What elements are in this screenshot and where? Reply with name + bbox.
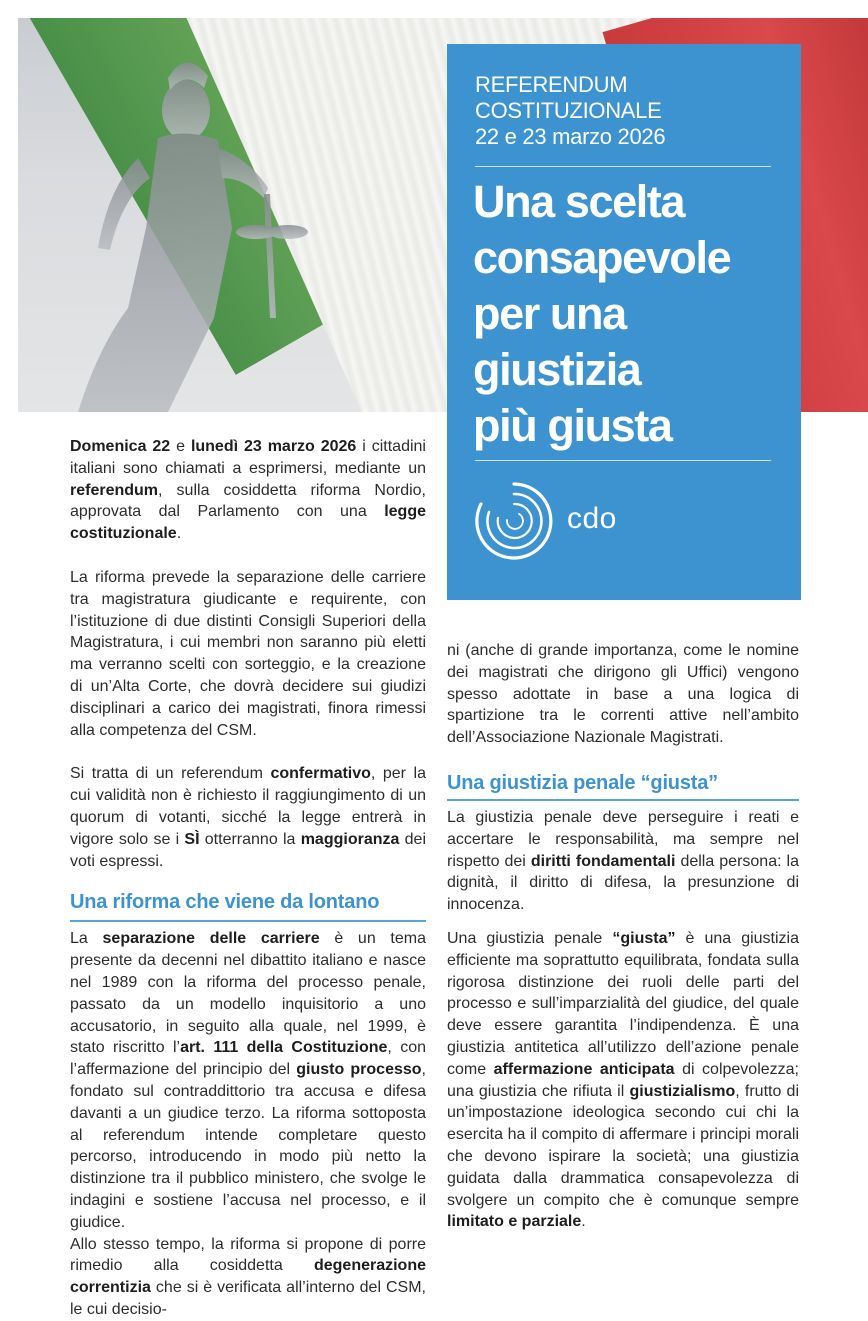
section-heading: Una riforma che viene da lontano	[70, 891, 380, 914]
text-run: La	[70, 930, 103, 948]
bold-text: limitato e parziale	[447, 1213, 582, 1231]
csm-paragraph	[70, 1234, 426, 1321]
referendum-paragraph	[70, 763, 426, 872]
bold-text: referendum	[70, 481, 159, 499]
right-column	[447, 640, 799, 1233]
text-run: .	[581, 1213, 586, 1231]
text-run: è una giustizia efficiente ma soprattutto equilibrata, fondata sulla rigorosa distinzione dei ruoli delle parti del processo e sull’imparzialità del giudice, del quale deve essere garantita l’indipendenza. È una giustizia antitetica all’utilizzo dell’azione penale come	[447, 929, 800, 1078]
fair-justice-paragraph	[447, 928, 799, 1233]
reform-paragraph	[70, 567, 426, 741]
kicker-line-2: COSTITUZIONALE	[475, 98, 662, 123]
bold-text: art. 111 della Costituzione	[180, 1039, 388, 1057]
bold-text: lunedì 23 marzo 2026	[190, 438, 357, 455]
text-run: , fondato sul contraddittorio tra accusa e difesa davanti a un giudice terzo. La riforma sottoposta al referendum intende completare questo percorso, introducendo in modo più netto la distinzione tra il pubblico ministero, che svolge le indagini e sostiene l’accusa nel processo, e il giudice.	[70, 1061, 426, 1231]
text-run: che si è verificata all’interno del CSM, le cui decisio-	[70, 1279, 426, 1318]
bold-text: SÌ	[184, 830, 200, 848]
continuation-paragraph	[447, 640, 799, 749]
history-paragraph	[70, 928, 426, 1233]
heading-underline	[447, 799, 799, 801]
text-run: , frutto di un’impostazione ideologica secondo cui chi la esercita ha il compito di affermare i principi morali che devono ispirare la società; una giustizia guidata dalla drammatica consapevolezza di svolgere un compito che è comunque sempre	[447, 1082, 799, 1209]
bold-text: maggioranza	[300, 830, 400, 848]
text-run: dei voti espressi.	[70, 830, 426, 870]
bold-text: legge costituzionale	[70, 503, 426, 543]
heading-underline	[70, 920, 426, 922]
text-run: i cittadini italiani sono chiamati a esprimersi, mediante un	[70, 438, 426, 477]
kicker	[475, 72, 785, 150]
title-line: giustizia	[473, 344, 641, 395]
text-run: Si tratta di un referendum	[70, 765, 271, 783]
text-run: è un tema presente da decenni nel dibattito italiano e nasce nel 1989 con la riforma del processo penale, passato da un modello inquisitorio a uno accusatorio, in seguito alla quale, nel 1999, è stato riscritto l’	[70, 930, 427, 1057]
logo-text: cdo	[567, 502, 617, 535]
title-line: consapevole	[473, 232, 731, 283]
text-run: della persona: la dignità, il diritto di difesa, la presunzione di innocenza.	[447, 852, 800, 914]
bold-text: giusto processo	[296, 1061, 422, 1079]
text-run: Una giustizia penale	[447, 929, 613, 947]
intro-paragraph	[70, 436, 426, 545]
title-line: Una scelta	[473, 176, 685, 227]
text-run: La giustizia penale deve perseguire i reati e accertare le responsabilità, ma sempre nel rispetto dei	[447, 808, 799, 870]
text-run: ni (anche di grande importanza, come le nomine dei magistrati che dirigono gli Uffici) vengono spesso adottate in base a una logica di spartizione tra le correnti attive nell’ambito dell’Associazione Nazionale Magistrati.	[447, 642, 799, 747]
rights-paragraph	[447, 807, 799, 916]
text-run: .	[176, 525, 182, 543]
bold-text: separazione delle carriere	[102, 930, 320, 948]
text-run: otterranno la	[199, 830, 301, 848]
text-run: e	[170, 438, 191, 455]
bold-text: affermazione anticipata	[493, 1060, 675, 1078]
justice-statue-icon	[18, 18, 318, 412]
divider-bottom	[475, 460, 771, 461]
text-run: , per la cui validità non è richiesto il raggiungimento di un quorum di votanti, sicché la legge entrerà in vigore solo se i	[70, 765, 426, 848]
bold-text: confermativo	[270, 765, 371, 783]
title-line: più giusta	[473, 400, 672, 451]
text-run: , con l’affermazione del principio del	[70, 1039, 426, 1079]
bold-text: “giusta”	[612, 929, 676, 947]
divider-top	[475, 166, 771, 167]
bold-text: degenerazione correntizia	[70, 1257, 426, 1297]
text-run: La riforma prevede la separazione delle carriere tra magistratura giudicante e requirente, con l’istituzione di due distinti Consigli Superiori della Magistratura, i cui membri non saranno più eletti ma verranno scelti con sorteggio, e la creazione di un’Alta Corte, che dovrà decidere sui giudizi disciplinari a carico dei magistrati, finora rimessi alla competenza del CSM.	[70, 568, 426, 739]
bold-text: diritti fondamentali	[530, 852, 676, 870]
text-run: di colpevolezza; una giustizia che rifiuta il	[447, 1060, 799, 1100]
title-panel	[447, 44, 801, 600]
text-run: Allo stesso tempo, la riforma si propone di porre rimedio alla cosiddetta	[70, 1235, 426, 1275]
bold-text: giustizialismo	[629, 1082, 736, 1100]
text-run: , sulla cosiddetta riforma Nordio, approvata dal Parlamento con una	[70, 481, 426, 521]
left-column	[70, 436, 426, 1321]
kicker-line-3: 22 e 23 marzo 2026	[475, 124, 666, 149]
kicker-line-1: REFERENDUM	[475, 72, 628, 97]
bold-text: Domenica 22	[70, 438, 171, 455]
title-line: per una	[473, 288, 626, 339]
section-heading: Una giustizia penale “giusta”	[447, 771, 718, 794]
cdo-spiral-logo-icon	[469, 476, 559, 566]
page-title	[473, 174, 793, 454]
